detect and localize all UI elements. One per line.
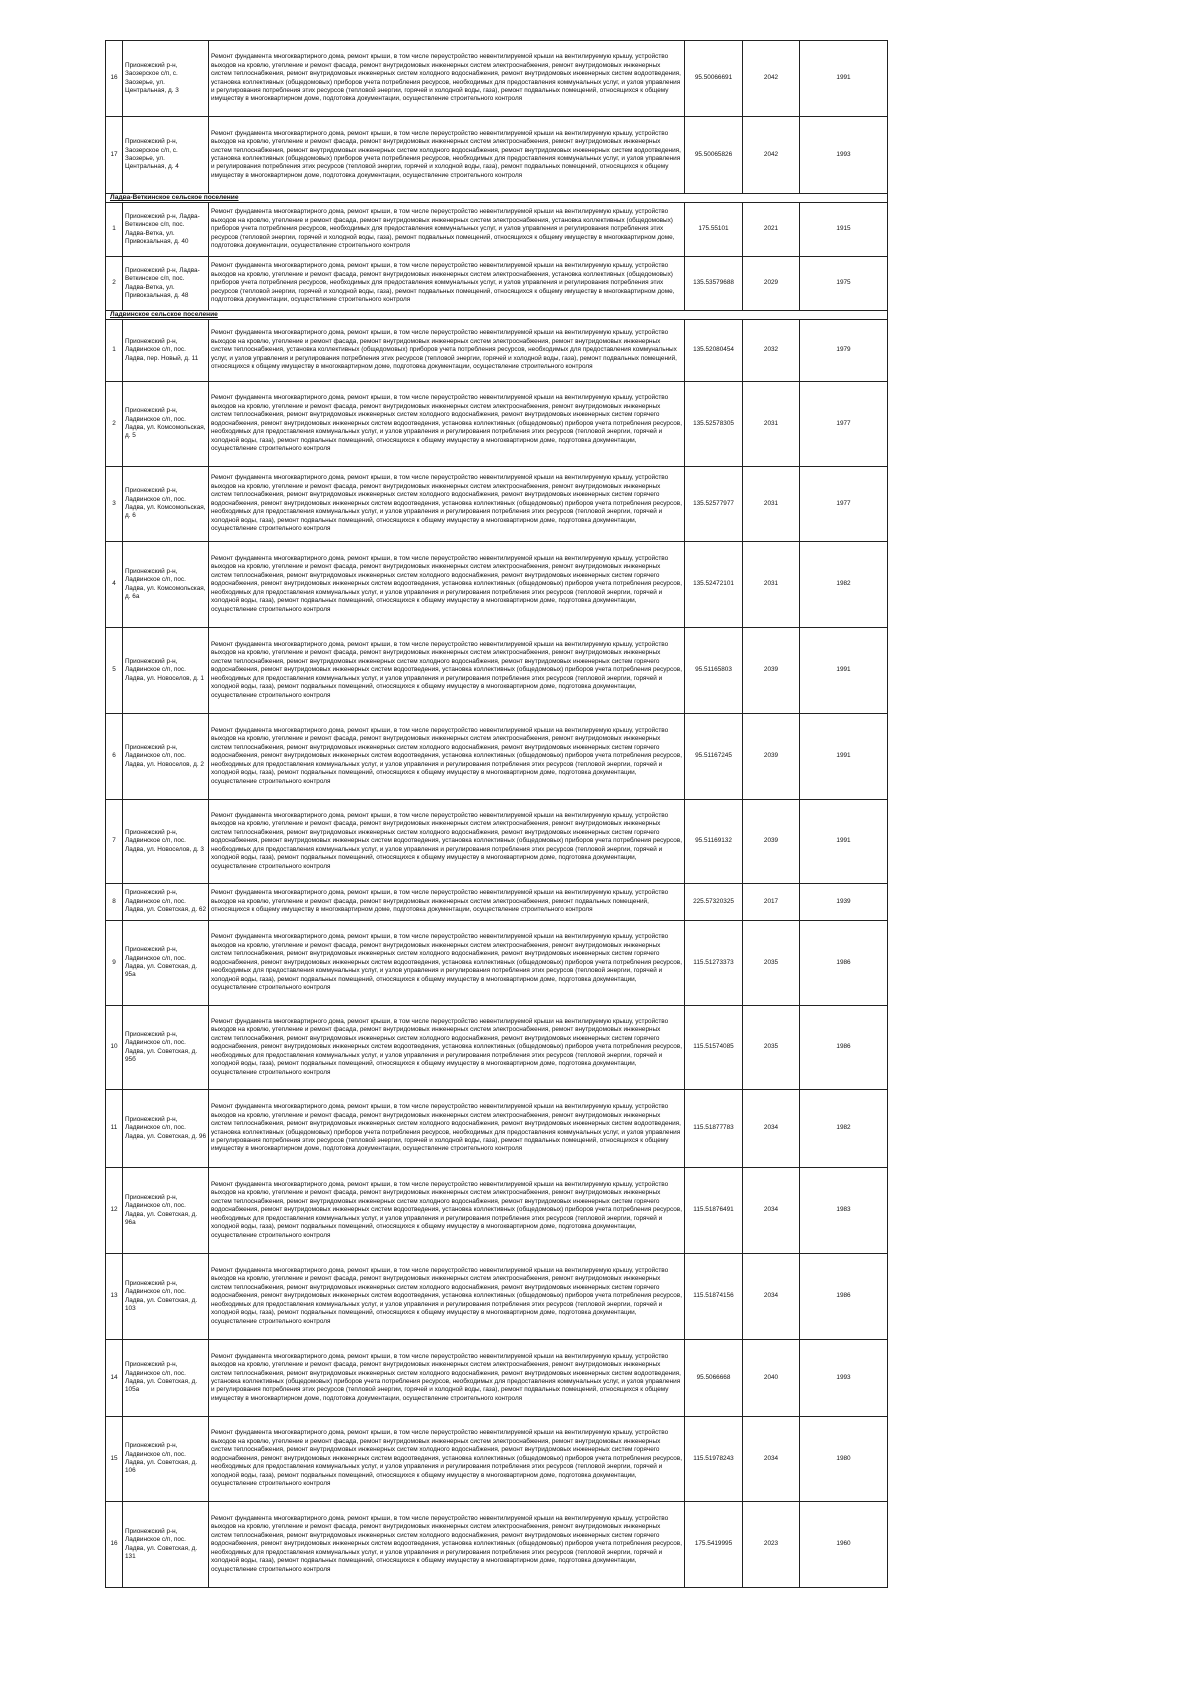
build-year-cell: 1986	[800, 1254, 888, 1340]
address-cell: Прионежский р-н, Ладвинское с/п, пос. Ладва, ул. Советская, д. 131	[123, 1502, 209, 1588]
section-title: Ладва-Веткинское сельское поселение	[106, 194, 888, 203]
row-number: 16	[106, 1502, 123, 1588]
planned-year-cell: 2023	[743, 1502, 800, 1588]
build-year-cell: 1960	[800, 1502, 888, 1588]
table-row	[106, 542, 888, 628]
table-row	[106, 467, 888, 542]
cost-cell: 95.50066691	[685, 41, 743, 117]
row-number: 10	[106, 1006, 123, 1090]
build-year-cell: 1982	[800, 1090, 888, 1168]
planned-year-cell: 2034	[743, 1417, 800, 1502]
cost-cell: 115.51574085	[685, 1006, 743, 1090]
build-year-cell: 1991	[800, 714, 888, 800]
row-number: 4	[106, 542, 123, 628]
address-cell: Прионежский р-н, Заозерское с/п, с. Заозерье, ул. Центральная, д. 3	[123, 41, 209, 117]
cost-cell: 115.51874156	[685, 1254, 743, 1340]
table-row	[106, 1417, 888, 1502]
table-row	[106, 1502, 888, 1588]
address-cell: Прионежский р-н, Ладвинское с/п, пос. Ладва, ул. Советская, д. 62	[123, 884, 209, 921]
cost-cell: 115.51876491	[685, 1168, 743, 1254]
build-year-cell: 1982	[800, 542, 888, 628]
work-description-cell: Ремонт фундамента многоквартирного дома, ремонт крыши, в том числе переустройство невентилируемой крыши на вентилируемую крышу, устройство выходов на кровлю, утепление и ремонт фасада, ремонт внутридомовых инженерных систем электроснабжения, ремонт внутридомовых инженерных систем теплоснабжения, ремонт внутридомовых инженерных систем холодного водоснабжения, ремонт внутридомовых инженерных систем горячего водоснабжения, ремонт внутридомовых инженерных систем водоотведения, установка коллективных (общедомовых) приборов учета потребления ресурсов, необходимых для предоставления коммунальных услуг, и узлов управления и регулирования потребления этих ресурсов (тепловой энергии, горячей и холодной воды, газа), ремонт подвальных помещений, относящихся к общему имуществу в многоквартирном доме, подготовка документации, осуществление строительного контроля	[209, 1254, 685, 1340]
address-cell: Прионежский р-н, Ладвинское с/п, пос. Ладва, ул. Комсомольская, д. 5	[123, 382, 209, 467]
address-cell: Прионежский р-н, Ладвинское с/п, пос. Ладва, ул. Советская, д. 95а	[123, 921, 209, 1006]
table-row	[106, 382, 888, 467]
work-description-cell: Ремонт фундамента многоквартирного дома, ремонт крыши, в том числе переустройство невентилируемой крыши на вентилируемую крышу, устройство выходов на кровлю, утепление и ремонт фасада, ремонт внутридомовых инженерных систем электроснабжения, ремонт внутридомовых инженерных систем теплоснабжения, ремонт внутридомовых инженерных систем холодного водоснабжения, ремонт внутридомовых инженерных систем горячего водоснабжения, ремонт внутридомовых инженерных систем водоотведения, установка коллективных (общедомовых) приборов учета потребления ресурсов, необходимых для предоставления коммунальных услуг, и узлов управления и регулирования потребления этих ресурсов (тепловой энергии, горячей и холодной воды, газа), ремонт подвальных помещений, относящихся к общему имуществу в многоквартирном доме, подготовка документации, осуществление строительного контроля	[209, 714, 685, 800]
table-row	[106, 800, 888, 884]
row-number: 1	[106, 320, 123, 382]
work-description-cell: Ремонт фундамента многоквартирного дома, ремонт крыши, в том числе переустройство невентилируемой крыши на вентилируемую крышу, устройство выходов на кровлю, утепление и ремонт фасада, ремонт внутридомовых инженерных систем электроснабжения, ремонт внутридомовых инженерных систем теплоснабжения, ремонт внутридомовых инженерных систем холодного водоснабжения, ремонт внутридомовых инженерных систем водоотведения, установка коллективных (общедомовых) приборов учета потребления ресурсов, необходимых для предоставления коммунальных услуг, и узлов управления и регулирования потребления этих ресурсов (тепловой энергии, горячей и холодной воды, газа), ремонт подвальных помещений, относящихся к общему имуществу в многоквартирном доме, подготовка документации, осуществление строительного контроля	[209, 41, 685, 117]
section-header-row	[106, 194, 888, 203]
cost-cell: 95.51169132	[685, 800, 743, 884]
planned-year-cell: 2042	[743, 117, 800, 194]
row-number: 14	[106, 1340, 123, 1417]
work-description-cell: Ремонт фундамента многоквартирного дома, ремонт крыши, в том числе переустройство невентилируемой крыши на вентилируемую крышу, устройство выходов на кровлю, утепление и ремонт фасада, ремонт внутридомовых инженерных систем электроснабжения, ремонт внутридомовых инженерных систем теплоснабжения, ремонт внутридомовых инженерных систем холодного водоснабжения, ремонт внутридомовых инженерных систем горячего водоснабжения, ремонт внутридомовых инженерных систем водоотведения, установка коллективных (общедомовых) приборов учета потребления ресурсов, необходимых для предоставления коммунальных услуг, и узлов управления и регулирования потребления этих ресурсов (тепловой энергии, горячей и холодной воды, газа), ремонт подвальных помещений, относящихся к общему имуществу в многоквартирном доме, подготовка документации, осуществление строительного контроля	[209, 467, 685, 542]
work-description-cell: Ремонт фундамента многоквартирного дома, ремонт крыши, в том числе переустройство невентилируемой крыши на вентилируемую крышу, устройство выходов на кровлю, утепление и ремонт фасада, ремонт внутридомовых инженерных систем электроснабжения, установка коллективных (общедомовых) приборов учета потребления ресурсов, необходимых для предоставления коммунальных услуг, и узлов управления и регулирования потребления этих ресурсов (тепловой энергии, горячей и холодной воды, газа), ремонт подвальных помещений, относящихся к общему имуществу в многоквартирном доме, подготовка документации, осуществление строительного контроля	[209, 257, 685, 311]
address-cell: Прионежский р-н, Ладвинское с/п, пос. Ладва, ул. Новоселов, д. 3	[123, 800, 209, 884]
table-row	[106, 257, 888, 311]
document-sheet	[105, 40, 887, 1588]
build-year-cell: 1986	[800, 921, 888, 1006]
row-number: 9	[106, 921, 123, 1006]
address-cell: Прионежский р-н, Ладвинское с/п, пос. Ладва, пер. Новый, д. 11	[123, 320, 209, 382]
address-cell: Прионежский р-н, Ладвинское с/п, пос. Ладва, ул. Советская, д. 96	[123, 1090, 209, 1168]
work-description-cell: Ремонт фундамента многоквартирного дома, ремонт крыши, в том числе переустройство невентилируемой крыши на вентилируемую крышу, устройство выходов на кровлю, утепление и ремонт фасада, ремонт внутридомовых инженерных систем электроснабжения, ремонт внутридомовых инженерных систем теплоснабжения, ремонт внутридомовых инженерных систем холодного водоснабжения, ремонт внутридомовых инженерных систем водоотведения, установка коллективных (общедомовых) приборов учета потребления ресурсов, необходимых для предоставления коммунальных услуг, и узлов управления и регулирования потребления этих ресурсов (тепловой энергии, горячей и холодной воды, газа), ремонт подвальных помещений, относящихся к общему имуществу в многоквартирном доме, подготовка документации, осуществление строительного контроля	[209, 1090, 685, 1168]
table-row	[106, 714, 888, 800]
work-description-cell: Ремонт фундамента многоквартирного дома, ремонт крыши, в том числе переустройство невентилируемой крыши на вентилируемую крышу, устройство выходов на кровлю, утепление и ремонт фасада, ремонт внутридомовых инженерных систем электроснабжения, ремонт подвальных помещений, относящихся к общему имуществу в многоквартирном доме, подготовка документации, осуществление строительного контроля	[209, 884, 685, 921]
address-cell: Прионежский р-н, Заозерское с/п, с. Заозерье, ул. Центральная, д. 4	[123, 117, 209, 194]
address-cell: Прионежский р-н, Ладва-Веткинское с/п, пос. Ладва-Ветка, ул. Привокзальная, д. 48	[123, 257, 209, 311]
address-cell: Прионежский р-н, Ладвинское с/п, пос. Ладва, ул. Новоселов, д. 2	[123, 714, 209, 800]
planned-year-cell: 2017	[743, 884, 800, 921]
table-row	[106, 884, 888, 921]
build-year-cell: 1991	[800, 41, 888, 117]
row-number: 7	[106, 800, 123, 884]
table-row	[106, 921, 888, 1006]
table-row	[106, 1254, 888, 1340]
planned-year-cell: 2035	[743, 921, 800, 1006]
work-description-cell: Ремонт фундамента многоквартирного дома, ремонт крыши, в том числе переустройство невентилируемой крыши на вентилируемую крышу, устройство выходов на кровлю, утепление и ремонт фасада, ремонт внутридомовых инженерных систем электроснабжения, ремонт внутридомовых инженерных систем теплоснабжения, ремонт внутридомовых инженерных систем холодного водоснабжения, ремонт внутридомовых инженерных систем горячего водоснабжения, ремонт внутридомовых инженерных систем водоотведения, установка коллективных (общедомовых) приборов учета потребления ресурсов, необходимых для предоставления коммунальных услуг, и узлов управления и регулирования потребления этих ресурсов (тепловой энергии, горячей и холодной воды, газа), ремонт подвальных помещений, относящихся к общему имуществу в многоквартирном доме, подготовка документации, осуществление строительного контроля	[209, 628, 685, 714]
cost-cell: 95.5066668	[685, 1340, 743, 1417]
cost-cell: 135.52577977	[685, 467, 743, 542]
row-number: 2	[106, 382, 123, 467]
work-description-cell: Ремонт фундамента многоквартирного дома, ремонт крыши, в том числе переустройство невентилируемой крыши на вентилируемую крышу, устройство выходов на кровлю, утепление и ремонт фасада, ремонт внутридомовых инженерных систем электроснабжения, ремонт внутридомовых инженерных систем теплоснабжения, ремонт внутридомовых инженерных систем холодного водоснабжения, ремонт внутридомовых инженерных систем горячего водоснабжения, ремонт внутридомовых инженерных систем водоотведения, установка коллективных (общедомовых) приборов учета потребления ресурсов, необходимых для предоставления коммунальных услуг, и узлов управления и регулирования потребления этих ресурсов (тепловой энергии, горячей и холодной воды, газа), ремонт подвальных помещений, относящихся к общему имуществу в многоквартирном доме, подготовка документации, осуществление строительного контроля	[209, 382, 685, 467]
table-row	[106, 117, 888, 194]
planned-year-cell: 2034	[743, 1254, 800, 1340]
row-number: 12	[106, 1168, 123, 1254]
table-row	[106, 203, 888, 257]
cost-cell: 95.50065826	[685, 117, 743, 194]
row-number: 5	[106, 628, 123, 714]
address-cell: Прионежский р-н, Ладвинское с/п, пос. Ладва, ул. Советская, д. 96а	[123, 1168, 209, 1254]
row-number: 8	[106, 884, 123, 921]
planned-year-cell: 2039	[743, 628, 800, 714]
planned-year-cell: 2042	[743, 41, 800, 117]
address-cell: Прионежский р-н, Ладва-Веткинское с/п, пос. Ладва-Ветка, ул. Привокзальная, д. 40	[123, 203, 209, 257]
row-number: 3	[106, 467, 123, 542]
build-year-cell: 1980	[800, 1417, 888, 1502]
build-year-cell: 1993	[800, 117, 888, 194]
cost-cell: 135.52080454	[685, 320, 743, 382]
cost-cell: 95.51167245	[685, 714, 743, 800]
table-row	[106, 628, 888, 714]
build-year-cell: 1991	[800, 628, 888, 714]
address-cell: Прионежский р-н, Ладвинское с/п, пос. Ладва, ул. Советская, д. 105а	[123, 1340, 209, 1417]
table-row	[106, 1090, 888, 1168]
work-description-cell: Ремонт фундамента многоквартирного дома, ремонт крыши, в том числе переустройство невентилируемой крыши на вентилируемую крышу, устройство выходов на кровлю, утепление и ремонт фасада, ремонт внутридомовых инженерных систем электроснабжения, ремонт внутридомовых инженерных систем теплоснабжения, установка коллективных (общедомовых) приборов учета потребления ресурсов, необходимых для предоставления коммунальных услуг, и узлов управления и регулирования потребления этих ресурсов (тепловой энергии, горячей и холодной воды, газа), ремонт подвальных помещений, относящихся к общему имуществу в многоквартирном доме, подготовка документации, осуществление строительного контроля	[209, 320, 685, 382]
cost-cell: 95.51165803	[685, 628, 743, 714]
address-cell: Прионежский р-н, Ладвинское с/п, пос. Ладва, ул. Новоселов, д. 1	[123, 628, 209, 714]
table-row	[106, 41, 888, 117]
table-body	[106, 41, 888, 1588]
cost-cell: 115.51877783	[685, 1090, 743, 1168]
table-row	[106, 1340, 888, 1417]
planned-year-cell: 2040	[743, 1340, 800, 1417]
section-header-row	[106, 311, 888, 320]
table-row	[106, 1006, 888, 1090]
build-year-cell: 1983	[800, 1168, 888, 1254]
work-description-cell: Ремонт фундамента многоквартирного дома, ремонт крыши, в том числе переустройство невентилируемой крыши на вентилируемую крышу, устройство выходов на кровлю, утепление и ремонт фасада, ремонт внутридомовых инженерных систем электроснабжения, ремонт внутридомовых инженерных систем теплоснабжения, ремонт внутридомовых инженерных систем холодного водоснабжения, ремонт внутридомовых инженерных систем водоотведения, установка коллективных (общедомовых) приборов учета потребления ресурсов, необходимых для предоставления коммунальных услуг, и узлов управления и регулирования потребления этих ресурсов (тепловой энергии, горячей и холодной воды, газа), ремонт подвальных помещений, относящихся к общему имуществу в многоквартирном доме, подготовка документации, осуществление строительного контроля	[209, 117, 685, 194]
work-description-cell: Ремонт фундамента многоквартирного дома, ремонт крыши, в том числе переустройство невентилируемой крыши на вентилируемую крышу, устройство выходов на кровлю, утепление и ремонт фасада, ремонт внутридомовых инженерных систем электроснабжения, ремонт внутридомовых инженерных систем теплоснабжения, ремонт внутридомовых инженерных систем холодного водоснабжения, ремонт внутридомовых инженерных систем горячего водоснабжения, ремонт внутридомовых инженерных систем водоотведения, установка коллективных (общедомовых) приборов учета потребления ресурсов, необходимых для предоставления коммунальных услуг, и узлов управления и регулирования потребления этих ресурсов (тепловой энергии, горячей и холодной воды, газа), ремонт подвальных помещений, относящихся к общему имуществу в многоквартирном доме, подготовка документации, осуществление строительного контроля	[209, 1502, 685, 1588]
row-number: 6	[106, 714, 123, 800]
work-description-cell: Ремонт фундамента многоквартирного дома, ремонт крыши, в том числе переустройство невентилируемой крыши на вентилируемую крышу, устройство выходов на кровлю, утепление и ремонт фасада, ремонт внутридомовых инженерных систем электроснабжения, ремонт внутридомовых инженерных систем теплоснабжения, ремонт внутридомовых инженерных систем холодного водоснабжения, ремонт внутридомовых инженерных систем горячего водоснабжения, ремонт внутридомовых инженерных систем водоотведения, установка коллективных (общедомовых) приборов учета потребления ресурсов, необходимых для предоставления коммунальных услуг, и узлов управления и регулирования потребления этих ресурсов (тепловой энергии, горячей и холодной воды, газа), ремонт подвальных помещений, относящихся к общему имуществу в многоквартирном доме, подготовка документации, осуществление строительного контроля	[209, 1168, 685, 1254]
address-cell: Прионежский р-н, Ладвинское с/п, пос. Ладва, ул. Комсомольская, д. 6	[123, 467, 209, 542]
cost-cell: 135.53579688	[685, 257, 743, 311]
build-year-cell: 1939	[800, 884, 888, 921]
cost-cell: 225.57320325	[685, 884, 743, 921]
address-cell: Прионежский р-н, Ладвинское с/п, пос. Ладва, ул. Советская, д. 95б	[123, 1006, 209, 1090]
planned-year-cell: 2021	[743, 203, 800, 257]
row-number: 13	[106, 1254, 123, 1340]
planned-year-cell: 2029	[743, 257, 800, 311]
cost-cell: 135.52578305	[685, 382, 743, 467]
planned-year-cell: 2031	[743, 542, 800, 628]
work-description-cell: Ремонт фундамента многоквартирного дома, ремонт крыши, в том числе переустройство невентилируемой крыши на вентилируемую крышу, устройство выходов на кровлю, утепление и ремонт фасада, ремонт внутридомовых инженерных систем электроснабжения, ремонт внутридомовых инженерных систем теплоснабжения, ремонт внутридомовых инженерных систем холодного водоснабжения, ремонт внутридомовых инженерных систем горячего водоснабжения, ремонт внутридомовых инженерных систем водоотведения, установка коллективных (общедомовых) приборов учета потребления ресурсов, необходимых для предоставления коммунальных услуг, и узлов управления и регулирования потребления этих ресурсов (тепловой энергии, горячей и холодной воды, газа), ремонт подвальных помещений, относящихся к общему имуществу в многоквартирном доме, подготовка документации, осуществление строительного контроля	[209, 542, 685, 628]
planned-year-cell: 2039	[743, 714, 800, 800]
work-description-cell: Ремонт фундамента многоквартирного дома, ремонт крыши, в том числе переустройство невентилируемой крыши на вентилируемую крышу, устройство выходов на кровлю, утепление и ремонт фасада, ремонт внутридомовых инженерных систем электроснабжения, ремонт внутридомовых инженерных систем теплоснабжения, ремонт внутридомовых инженерных систем холодного водоснабжения, ремонт внутридомовых инженерных систем горячего водоснабжения, ремонт внутридомовых инженерных систем водоотведения, установка коллективных (общедомовых) приборов учета потребления ресурсов, необходимых для предоставления коммунальных услуг, и узлов управления и регулирования потребления этих ресурсов (тепловой энергии, горячей и холодной воды, газа), ремонт подвальных помещений, относящихся к общему имуществу в многоквартирном доме, подготовка документации, осуществление строительного контроля	[209, 1417, 685, 1502]
build-year-cell: 1977	[800, 467, 888, 542]
cost-cell: 115.51273373	[685, 921, 743, 1006]
work-description-cell: Ремонт фундамента многоквартирного дома, ремонт крыши, в том числе переустройство невентилируемой крыши на вентилируемую крышу, устройство выходов на кровлю, утепление и ремонт фасада, ремонт внутридомовых инженерных систем электроснабжения, ремонт внутридомовых инженерных систем теплоснабжения, ремонт внутридомовых инженерных систем холодного водоснабжения, ремонт внутридомовых инженерных систем горячего водоснабжения, ремонт внутридомовых инженерных систем водоотведения, установка коллективных (общедомовых) приборов учета потребления ресурсов, необходимых для предоставления коммунальных услуг, и узлов управления и регулирования потребления этих ресурсов (тепловой энергии, горячей и холодной воды, газа), ремонт подвальных помещений, относящихся к общему имуществу в многоквартирном доме, подготовка документации, осуществление строительного контроля	[209, 1006, 685, 1090]
build-year-cell: 1979	[800, 320, 888, 382]
section-title: Ладвинское сельское поселение	[106, 311, 888, 320]
work-description-cell: Ремонт фундамента многоквартирного дома, ремонт крыши, в том числе переустройство невентилируемой крыши на вентилируемую крышу, устройство выходов на кровлю, утепление и ремонт фасада, ремонт внутридомовых инженерных систем электроснабжения, ремонт внутридомовых инженерных систем теплоснабжения, ремонт внутридомовых инженерных систем холодного водоснабжения, ремонт внутридомовых инженерных систем водоотведения, установка коллективных (общедомовых) приборов учета потребления ресурсов, необходимых для предоставления коммунальных услуг, и узлов управления и регулирования потребления этих ресурсов (тепловой энергии, горячей и холодной воды, газа), ремонт подвальных помещений, относящихся к общему имуществу в многоквартирном доме, подготовка документации, осуществление строительного контроля	[209, 1340, 685, 1417]
work-description-cell: Ремонт фундамента многоквартирного дома, ремонт крыши, в том числе переустройство невентилируемой крыши на вентилируемую крышу, устройство выходов на кровлю, утепление и ремонт фасада, ремонт внутридомовых инженерных систем электроснабжения, ремонт внутридомовых инженерных систем теплоснабжения, ремонт внутридомовых инженерных систем холодного водоснабжения, ремонт внутридомовых инженерных систем горячего водоснабжения, ремонт внутридомовых инженерных систем водоотведения, установка коллективных (общедомовых) приборов учета потребления ресурсов, необходимых для предоставления коммунальных услуг, и узлов управления и регулирования потребления этих ресурсов (тепловой энергии, горячей и холодной воды, газа), ремонт подвальных помещений, относящихся к общему имуществу в многоквартирном доме, подготовка документации, осуществление строительного контроля	[209, 921, 685, 1006]
planned-year-cell: 2039	[743, 800, 800, 884]
address-cell: Прионежский р-н, Ладвинское с/п, пос. Ладва, ул. Советская, д. 103	[123, 1254, 209, 1340]
build-year-cell: 1991	[800, 800, 888, 884]
planned-year-cell: 2035	[743, 1006, 800, 1090]
build-year-cell: 1975	[800, 257, 888, 311]
row-number: 2	[106, 257, 123, 311]
repair-program-table	[105, 40, 888, 1588]
cost-cell: 135.52472101	[685, 542, 743, 628]
build-year-cell: 1986	[800, 1006, 888, 1090]
build-year-cell: 1915	[800, 203, 888, 257]
planned-year-cell: 2032	[743, 320, 800, 382]
build-year-cell: 1993	[800, 1340, 888, 1417]
address-cell: Прионежский р-н, Ладвинское с/п, пос. Ладва, ул. Советская, д. 106	[123, 1417, 209, 1502]
planned-year-cell: 2031	[743, 467, 800, 542]
planned-year-cell: 2034	[743, 1090, 800, 1168]
cost-cell: 175.5419995	[685, 1502, 743, 1588]
row-number: 11	[106, 1090, 123, 1168]
planned-year-cell: 2034	[743, 1168, 800, 1254]
work-description-cell: Ремонт фундамента многоквартирного дома, ремонт крыши, в том числе переустройство невентилируемой крыши на вентилируемую крышу, устройство выходов на кровлю, утепление и ремонт фасада, ремонт внутридомовых инженерных систем электроснабжения, ремонт внутридомовых инженерных систем теплоснабжения, ремонт внутридомовых инженерных систем холодного водоснабжения, ремонт внутридомовых инженерных систем горячего водоснабжения, ремонт внутридомовых инженерных систем водоотведения, установка коллективных (общедомовых) приборов учета потребления ресурсов, необходимых для предоставления коммунальных услуг, и узлов управления и регулирования потребления этих ресурсов (тепловой энергии, горячей и холодной воды, газа), ремонт подвальных помещений, относящихся к общему имуществу в многоквартирном доме, подготовка документации, осуществление строительного контроля	[209, 800, 685, 884]
row-number: 17	[106, 117, 123, 194]
row-number: 15	[106, 1417, 123, 1502]
table-row	[106, 1168, 888, 1254]
cost-cell: 115.51978243	[685, 1417, 743, 1502]
cost-cell: 175.55101	[685, 203, 743, 257]
work-description-cell: Ремонт фундамента многоквартирного дома, ремонт крыши, в том числе переустройство невентилируемой крыши на вентилируемую крышу, устройство выходов на кровлю, утепление и ремонт фасада, ремонт внутридомовых инженерных систем электроснабжения, установка коллективных (общедомовых) приборов учета потребления ресурсов, необходимых для предоставления коммунальных услуг, и узлов управления и регулирования потребления этих ресурсов (тепловой энергии, горячей и холодной воды, газа), ремонт подвальных помещений, относящихся к общему имуществу в многоквартирном доме, подготовка документации, осуществление строительного контроля	[209, 203, 685, 257]
planned-year-cell: 2031	[743, 382, 800, 467]
row-number: 16	[106, 41, 123, 117]
row-number: 1	[106, 203, 123, 257]
address-cell: Прионежский р-н, Ладвинское с/п, пос. Ладва, ул. Комсомольская, д. 6а	[123, 542, 209, 628]
table-row	[106, 320, 888, 382]
build-year-cell: 1977	[800, 382, 888, 467]
